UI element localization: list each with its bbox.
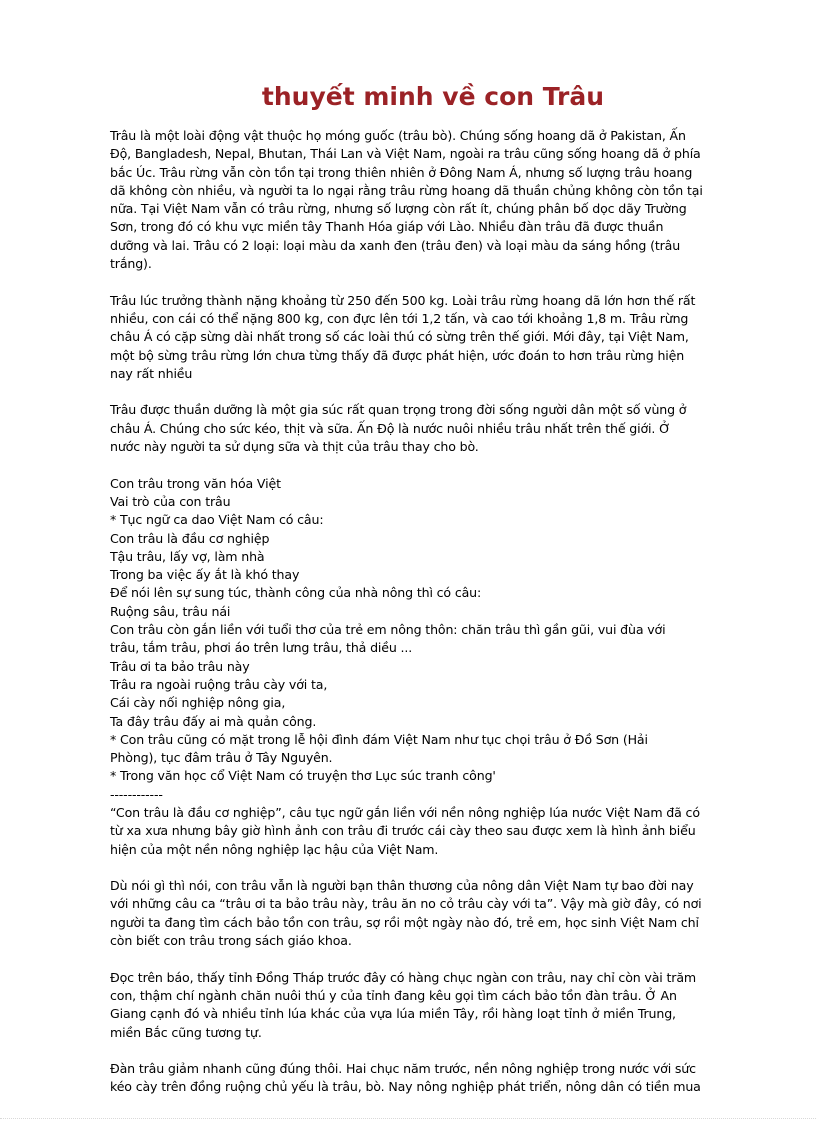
text-line: Con trâu là đầu cơ nghiệp bbox=[110, 530, 270, 546]
page-bottom-divider bbox=[0, 1118, 816, 1119]
text-line: người ta đang tìm cách bảo tồn con trâu, sợ rồi một ngày nào đó, trẻ em, học sinh Việt Nam chỉ bbox=[110, 914, 699, 930]
paragraph bbox=[110, 1060, 760, 1097]
text-line: miền Bắc cũng tương tự. bbox=[110, 1024, 262, 1040]
text-line: trắng). bbox=[110, 256, 152, 272]
paragraph bbox=[110, 475, 760, 859]
text-line: Tậu trâu, lấy vợ, làm nhà bbox=[110, 548, 265, 564]
text-line: Đàn trâu giảm nhanh cũng đúng thôi. Hai chục năm trước, nền nông nghiệp trong nước với sức bbox=[110, 1061, 696, 1077]
text-line: trâu, tắm trâu, phơi áo trên lưng trâu, thả diều ... bbox=[110, 640, 413, 656]
text-line: * Con trâu cũng có mặt trong lễ hội đình đám Việt Nam như tục chọi trâu ở Đồ Sơn (Hải bbox=[110, 731, 648, 747]
text-line: nước này người ta sử dụng sữa và thịt của trâu thay cho bò. bbox=[110, 439, 479, 455]
text-line: bắc Úc. Trâu rừng vẫn còn tồn tại trong thiên nhiên ở Đông Nam Á, nhưng số lượng trâu hoang bbox=[110, 164, 693, 180]
text-line: với những câu ca “trâu ơi ta bảo trâu này, trâu ăn no cỏ trâu cày với ta”. Vậy mà giờ đây, có nơi bbox=[110, 896, 702, 912]
document-title: thuyết minh về con Trâu bbox=[261, 82, 605, 111]
document-body bbox=[110, 127, 760, 1115]
text-line: Giang cạnh đó và nhiều tỉnh lúa khác của vựa lúa miền Tây, rồi hàng loạt tỉnh ở miền Trung, bbox=[110, 1006, 676, 1022]
paragraph bbox=[110, 969, 760, 1042]
paragraph bbox=[110, 401, 760, 456]
text-line: từ xa xưa nhưng bây giờ hình ảnh con trâu đi trước cái cày theo sau được xem là hình ảnh biểu bbox=[110, 823, 696, 839]
text-line: châu Á. Chúng cho sức kéo, thịt và sữa. Ấn Độ là nước nuôi nhiều trâu nhất trên thế giới. Ở bbox=[110, 420, 671, 436]
text-line: Con trâu trong văn hóa Việt bbox=[110, 475, 281, 491]
text-line: * Tục ngữ ca dao Việt Nam có câu: bbox=[110, 512, 324, 528]
text-line: Vai trò của con trâu bbox=[110, 493, 231, 509]
text-line: * Trong văn học cổ Việt Nam có truyện thơ Lục súc tranh công' bbox=[110, 768, 496, 784]
text-line: con, thậm chí ngành chăn nuôi thú y của tỉnh đang kêu gọi tìm cách bảo tồn đàn trâu. Ở An bbox=[110, 987, 677, 1003]
paragraph bbox=[110, 127, 760, 273]
text-line: Trâu là một loài động vật thuộc họ móng guốc (trâu bò). Chúng sống hoang dã ở Pakistan, Ấn bbox=[110, 128, 686, 143]
text-line: Trâu được thuần dưỡng là một gia súc rất quan trọng trong đời sống người dân một số vùng ở bbox=[110, 402, 687, 418]
text-line: Dù nói gì thì nói, con trâu vẫn là người bạn thân thương của nông dân Việt Nam tự bao đời nay bbox=[110, 878, 694, 894]
text-line: ------------ bbox=[110, 786, 163, 802]
paragraph bbox=[110, 877, 760, 950]
text-line: Trâu ra ngoài ruộng trâu cày với ta, bbox=[110, 676, 328, 692]
text-line: Cái cày nối nghiệp nông gia, bbox=[110, 695, 286, 711]
text-line: Để nói lên sự sung túc, thành công của nhà nông thì có câu: bbox=[110, 585, 482, 601]
text-line: “Con trâu là đầu cơ nghiệp”, câu tục ngữ gắn liền với nền nông nghiệp lúa nước Việt Nam đã có bbox=[110, 804, 700, 820]
text-line: kéo cày trên đồng ruộng chủ yếu là trâu, bò. Nay nông nghiệp phát triển, nông dân có tiền mua bbox=[110, 1079, 701, 1095]
text-line: Trâu lúc trưởng thành nặng khoảng từ 250 đến 500 kg. Loài trâu rừng hoang dã lớn hơn thế rất bbox=[110, 292, 696, 308]
text-line: dưỡng và lai. Trâu có 2 loại: loại màu da xanh đen (trâu đen) và loại màu da sáng hồng (trâu bbox=[110, 237, 681, 253]
text-line: Đọc trên báo, thấy tỉnh Đồng Tháp trước đây có hàng chục ngàn con trâu, nay chỉ còn vài trăm bbox=[110, 969, 697, 985]
text-line: châu Á có cặp sừng dài nhất trong số các loài thú có sừng trên thế giới. Mới đây, tại Việt Nam, bbox=[110, 329, 689, 345]
text-line: nhiều, con cái có thể nặng 800 kg, con đực lên tới 1,2 tấn, và cao tới khoảng 1,8 m. Trâu rừng bbox=[110, 310, 689, 326]
text-line: Ruộng sâu, trâu nái bbox=[110, 603, 231, 619]
text-line: Độ, Bangladesh, Nepal, Bhutan, Thái Lan và Việt Nam, ngoài ra trâu cũng sống hoang dã ở phía bbox=[110, 146, 701, 162]
text-line: Con trâu còn gắn liền với tuổi thơ của trẻ em nông thôn: chăn trâu thì gần gũi, vui đùa với bbox=[110, 622, 666, 638]
text-line: nữa. Tại Việt Nam vẫn có trâu rừng, nhưng số lượng còn rất ít, chúng phân bố dọc dãy Trường bbox=[110, 201, 687, 217]
text-line: Trong ba việc ấy ắt là khó thay bbox=[110, 567, 300, 583]
text-line: hiện của một nền nông nghiệp lạc hậu của Việt Nam. bbox=[110, 841, 439, 857]
text-line: nay rất nhiều bbox=[110, 365, 193, 381]
text-line: Phòng), tục đâm trâu ở Tây Nguyên. bbox=[110, 750, 333, 766]
text-line: Sơn, trong đó có khu vực miền tây Thanh Hóa giáp với Lào. Nhiều đàn trâu đã được thuần bbox=[110, 219, 664, 235]
text-line: một bộ sừng trâu rừng lớn chưa từng thấy đã được phát hiện, ước đoán to hơn trâu rừng hiện bbox=[110, 347, 685, 363]
text-line: dã không còn nhiều, và người ta lo ngại rằng trâu rừng hoang dã thuần chủng không còn tồn tại bbox=[110, 182, 703, 198]
text-line: Trâu ơi ta bảo trâu này bbox=[110, 658, 250, 674]
paragraph bbox=[110, 292, 760, 383]
text-line: còn biết con trâu trong sách giáo khoa. bbox=[110, 933, 352, 949]
text-line: Ta đây trâu đấy ai mà quản công. bbox=[110, 713, 317, 729]
